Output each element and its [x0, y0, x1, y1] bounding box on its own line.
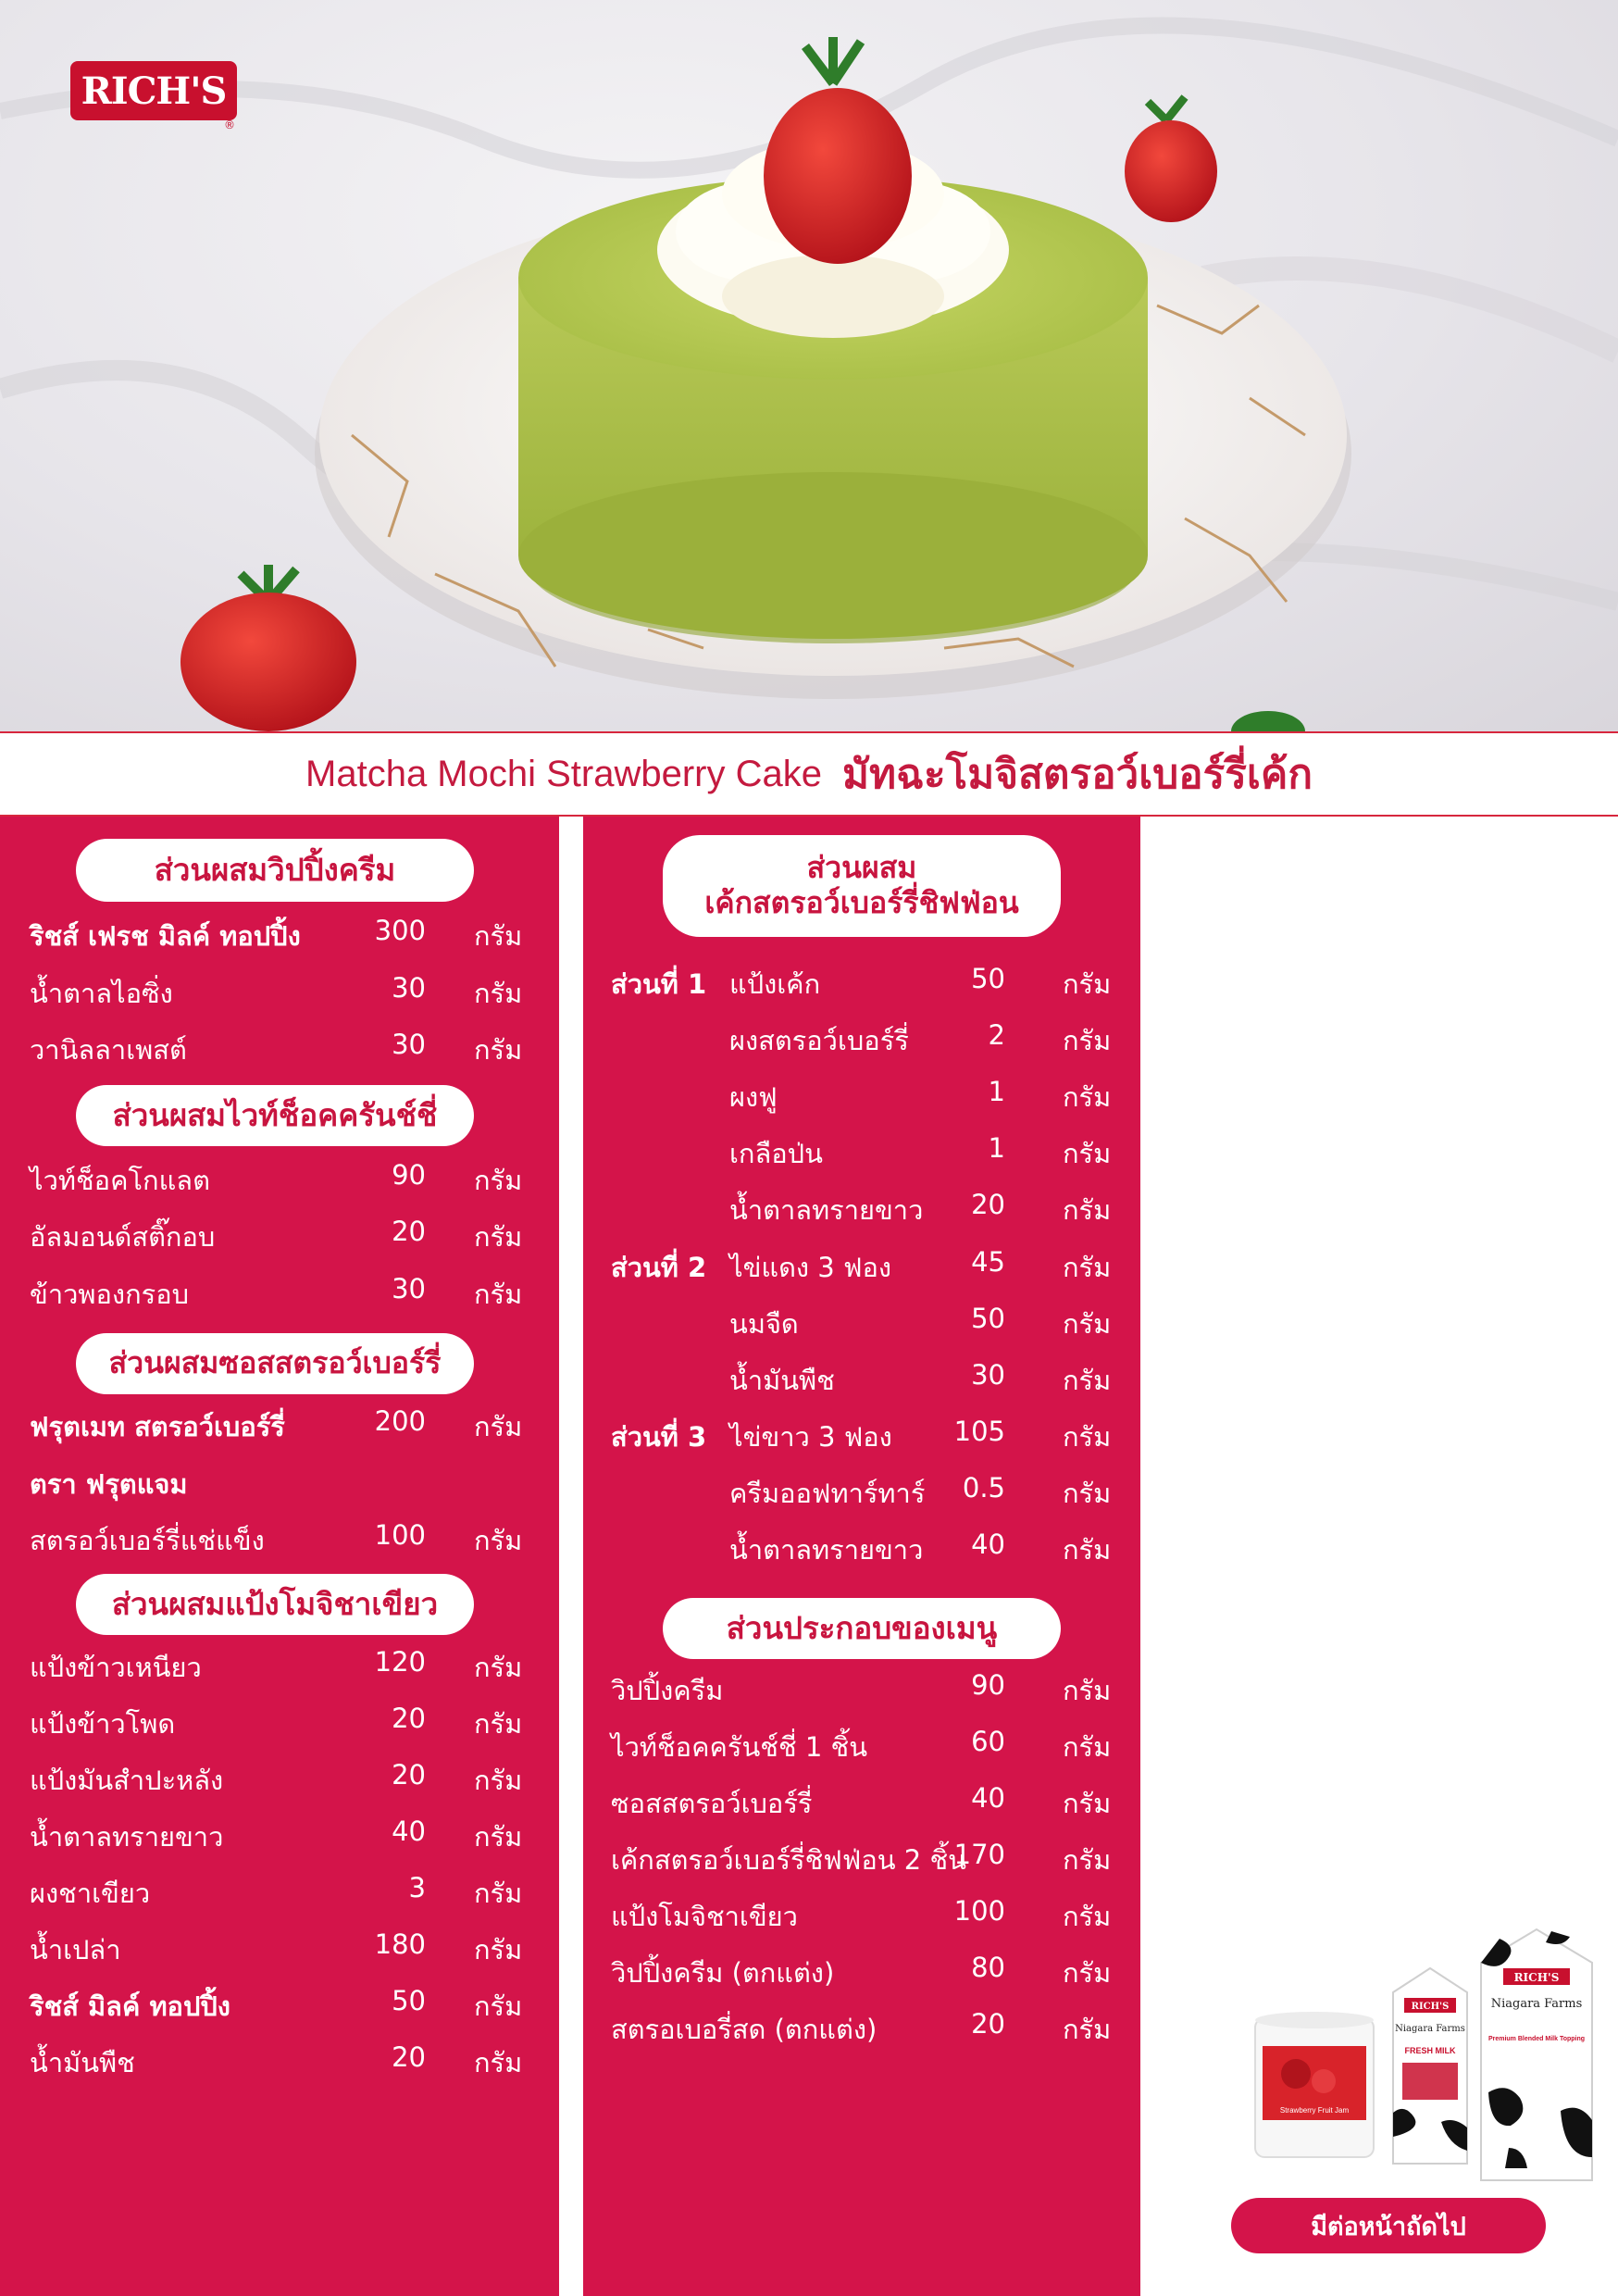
ingredient-qty: 40: [392, 1816, 426, 1847]
ingredient-row: [30, 1816, 529, 1856]
ingredient-row: [611, 1726, 1129, 1766]
ingredient-row: [30, 2041, 529, 2082]
section-heading-line: เค้กสตรอว์เบอร์รี่ชิฟฟ่อน: [704, 885, 1019, 920]
section-heading-menu-components: ส่วนประกอบของเมนู: [663, 1598, 1061, 1659]
ingredient-name: น้ำตาลทรายขาว: [729, 1534, 924, 1566]
ingredient-row: [611, 1132, 1129, 1173]
ingredient-qty: 3: [408, 1872, 426, 1903]
ingredient-qty: 2: [988, 1019, 1005, 1051]
ingredient-row: [611, 1895, 1129, 1936]
ingredient-part: ส่วนที่ 2: [611, 1252, 707, 1283]
ingredient-qty: 20: [392, 2041, 426, 2073]
ingredient-qty: 30: [392, 1029, 426, 1060]
ingredient-row: [611, 1416, 1129, 1456]
ingredient-name: วานิลลาเพสต์: [30, 1034, 187, 1066]
ingredient-unit: กรัม: [474, 1034, 523, 1066]
ingredient-name: ครีมออฟทาร์ทาร์: [729, 1478, 926, 1509]
ingredient-row: [611, 1303, 1129, 1343]
ingredient-qty: 30: [971, 1359, 1005, 1391]
brand-logo: [70, 61, 237, 131]
ingredient-name: แป้งโมจิชาเขียว: [611, 1901, 798, 1932]
ingredient-qty: 30: [392, 1273, 426, 1304]
ingredient-unit: กรัม: [1063, 968, 1112, 1000]
ingredient-qty: 60: [971, 1726, 1005, 1757]
ingredient-name: น้ำตาลไอซิ่ง: [30, 978, 173, 1009]
ingredient-row: [30, 1405, 529, 1446]
ingredient-unit: กรัม: [474, 1934, 523, 1965]
ingredient-name: ตรา ฟรุตแจม: [30, 1468, 188, 1500]
ingredient-qty: 300: [374, 915, 426, 946]
ingredient-qty: 80: [971, 1952, 1005, 1983]
ingredient-unit: กรัม: [474, 1878, 523, 1909]
product-images: [1240, 1898, 1601, 2185]
ingredient-unit: กรัม: [474, 1411, 523, 1442]
ingredient-name: วิปปิ้งครีม: [611, 1675, 724, 1706]
ingredient-unit: กรัม: [1063, 1308, 1112, 1340]
ingredient-row: [611, 1246, 1129, 1287]
ingredient-part: ส่วนที่ 1: [611, 968, 707, 1000]
section-heading-strawberry-chiffon: [663, 835, 1061, 937]
ingredient-row: [30, 1646, 529, 1687]
brand-logo-text: RICH'S: [81, 69, 227, 113]
ingredient-qty: 90: [392, 1159, 426, 1191]
ingredient-row: [611, 1782, 1129, 1823]
carton-name: Niagara Farms: [1490, 1997, 1583, 2011]
ingredient-unit: กรัม: [1063, 1957, 1112, 1989]
ingredient-name: นมจืด: [729, 1308, 799, 1340]
ingredient-name: น้ำมันพืช: [729, 1365, 835, 1396]
ingredient-name: แป้งข้าวโพด: [30, 1708, 176, 1740]
ingredient-qty: 20: [392, 1703, 426, 1734]
ingredient-name: แป้งเค้ก: [729, 968, 821, 1000]
ingredient-part: ส่วนที่ 3: [611, 1421, 707, 1453]
ingredient-unit: กรัม: [474, 1990, 523, 2022]
carton-sub: Premium Blended Milk Topping: [1487, 2036, 1586, 2042]
ingredient-name: ไวท์ช็อคโกแลต: [30, 1165, 210, 1196]
ingredient-name: สตรอว์เบอร์รี่แช่แข็ง: [30, 1525, 265, 1556]
ingredient-qty: 50: [971, 1303, 1005, 1334]
ingredient-name: เค้กสตรอว์เบอร์รี่ชิฟฟ่อน 2 ชิ้น: [611, 1844, 966, 1876]
ingredient-row: [611, 1952, 1129, 1992]
ingredient-qty: 40: [971, 1782, 1005, 1814]
ingredient-name: น้ำตาลทรายขาว: [30, 1821, 224, 1853]
recipe-title-english: Matcha Mochi Strawberry Cake: [305, 753, 822, 794]
ingredient-qty: 50: [392, 1985, 426, 2016]
ingredient-qty: 1: [988, 1076, 1005, 1107]
fruit-jam-tub: [1250, 2009, 1379, 2166]
ingredient-unit: กรัม: [474, 1221, 523, 1253]
ingredient-qty: 20: [971, 2008, 1005, 2040]
cake-photo: [0, 0, 1618, 731]
ingredient-name: น้ำตาลทรายขาว: [729, 1194, 924, 1226]
ingredient-qty: 120: [374, 1646, 426, 1678]
ingredient-unit: กรัม: [1063, 1534, 1112, 1566]
section-heading-strawberry-sauce: ส่วนผสมซอสสตรอว์เบอร์รี่: [76, 1333, 474, 1394]
ingredient-row: [611, 1472, 1129, 1513]
ingredient-qty: 30: [392, 972, 426, 1004]
ingredient-unit: กรัม: [474, 1765, 523, 1796]
ingredient-name: ข้าวพองกรอบ: [30, 1279, 190, 1310]
ingredient-name: ไวท์ช็อคครันช์ชี่ 1 ชิ้น: [611, 1731, 868, 1763]
ingredient-qty: 20: [392, 1216, 426, 1247]
continued-next-page: มีต่อหน้าถัดไป: [1231, 2198, 1546, 2253]
ingredient-unit: กรัม: [1063, 1365, 1112, 1396]
ingredient-row: [30, 1273, 529, 1314]
ingredient-unit: กรัม: [474, 920, 523, 952]
ingredient-unit: กรัม: [474, 2047, 523, 2078]
ingredient-unit: กรัม: [1063, 1901, 1112, 1932]
ingredient-row: [611, 1669, 1129, 1710]
ingredient-name: ซอสสตรอว์เบอร์รี่: [611, 1788, 813, 1819]
ingredient-row: [611, 963, 1129, 1004]
ingredient-unit: กรัม: [474, 1165, 523, 1196]
ingredient-row: [30, 915, 529, 955]
ingredient-row: [611, 1189, 1129, 1229]
niagara-milk-topping-carton: [1472, 1926, 1601, 2185]
strawberry-icon: [764, 88, 912, 264]
ingredient-name: แป้งมันสำปะหลัง: [30, 1765, 224, 1796]
ingredient-qty: 0.5: [962, 1472, 1005, 1504]
ingredient-qty: 105: [953, 1416, 1005, 1447]
ingredient-name: สตรอเบอรี่สด (ตกแต่ง): [611, 2014, 877, 2045]
ingredient-name: ริชส์ เฟรช มิลค์ ทอปปิ้ง: [30, 920, 301, 952]
ingredient-name: ผงชาเขียว: [30, 1878, 151, 1909]
ingredient-qty: 170: [953, 1839, 1005, 1870]
carton-brand: RICH'S: [1411, 2002, 1450, 2012]
registered-mark: ®: [224, 119, 235, 131]
ingredient-qty: 45: [971, 1246, 1005, 1278]
hero-photo: [0, 0, 1618, 731]
ingredient-unit: กรัม: [1063, 1138, 1112, 1169]
ingredient-name: ริชส์ มิลค์ ทอปปิ้ง: [30, 1990, 230, 2022]
ingredient-qty: 50: [971, 963, 1005, 994]
ingredient-row: [30, 1029, 529, 1069]
ingredient-unit: กรัม: [1063, 1478, 1112, 1509]
carton-sub: FRESH MILK: [1404, 2046, 1456, 2055]
ingredient-name: เกลือป่น: [729, 1138, 823, 1169]
ingredient-unit: กรัม: [474, 1652, 523, 1683]
section-heading-whipping-cream: ส่วนผสมวิปปิ้งครีม: [76, 839, 474, 902]
ingredient-unit: กรัม: [1063, 1788, 1112, 1819]
ingredient-row: [30, 1703, 529, 1743]
ingredient-row: [30, 1928, 529, 1969]
section-heading-line: ส่วนผสม: [806, 850, 917, 886]
ingredient-row: [611, 1019, 1129, 1060]
ingredient-row: [30, 1759, 529, 1800]
ingredient-name: วิปปิ้งครีม (ตกแต่ง): [611, 1957, 835, 1989]
ingredient-name: ผงฟู: [729, 1081, 778, 1113]
ingredient-unit: กรัม: [474, 1279, 523, 1310]
carton-brand: RICH'S: [1513, 1971, 1560, 1984]
ingredient-row: [30, 1985, 529, 2026]
ingredient-qty: 200: [374, 1405, 426, 1437]
ingredient-qty: 180: [374, 1928, 426, 1960]
ingredient-unit: กรัม: [1063, 2014, 1112, 2045]
ingredient-unit: กรัม: [1063, 1731, 1112, 1763]
ingredient-name: ฟรุตเมท สตรอว์เบอร์รี่: [30, 1411, 285, 1442]
ingredient-name: ผงสตรอว์เบอร์รี่: [729, 1025, 909, 1056]
section-heading-white-choc-crunchy: ส่วนผสมไวท์ช็อคครันช์ชี่: [76, 1085, 474, 1146]
ingredient-row: [611, 2008, 1129, 2049]
ingredient-unit: กรัม: [1063, 1081, 1112, 1113]
ingredient-unit: กรัม: [1063, 1194, 1112, 1226]
ingredient-row: [611, 1839, 1129, 1879]
ingredient-unit: กรัม: [1063, 1421, 1112, 1453]
ingredient-name: ไข่แดง 3 ฟอง: [729, 1252, 892, 1283]
ingredient-unit: กรัม: [474, 1525, 523, 1556]
ingredient-row: [30, 1463, 529, 1504]
ingredient-unit: กรัม: [1063, 1675, 1112, 1706]
ingredient-row: [611, 1076, 1129, 1117]
ingredient-name: ไข่ขาว 3 ฟอง: [729, 1421, 892, 1453]
ingredient-qty: 100: [953, 1895, 1005, 1927]
ingredient-unit: กรัม: [1063, 1025, 1112, 1056]
ingredient-row: [30, 1216, 529, 1256]
ingredient-row: [30, 1519, 529, 1560]
ingredient-unit: กรัม: [474, 1708, 523, 1740]
ingredient-name: น้ำมันพืช: [30, 2047, 135, 2078]
carton-name: Niagara Farms: [1395, 2024, 1465, 2034]
ingredient-unit: กรัม: [1063, 1252, 1112, 1283]
ingredient-row: [30, 1159, 529, 1200]
ingredient-qty: 20: [392, 1759, 426, 1791]
section-heading-matcha-mochi: ส่วนผสมแป้งโมจิชาเขียว: [76, 1574, 474, 1635]
ingredient-qty: 1: [988, 1132, 1005, 1164]
ingredient-row: [611, 1359, 1129, 1400]
ingredient-qty: 20: [971, 1189, 1005, 1220]
ingredient-name: น้ำเปล่า: [30, 1934, 121, 1965]
ingredient-unit: กรัม: [1063, 1844, 1112, 1876]
ingredient-name: แป้งข้าวเหนียว: [30, 1652, 202, 1683]
niagara-fresh-milk-carton: [1384, 1965, 1476, 2168]
ingredient-row: [611, 1529, 1129, 1569]
ingredient-unit: กรัม: [474, 1821, 523, 1853]
ingredient-row: [30, 1872, 529, 1913]
ingredient-qty: 100: [374, 1519, 426, 1551]
ingredient-qty: 90: [971, 1669, 1005, 1701]
ingredient-qty: 40: [971, 1529, 1005, 1560]
ingredient-row: [30, 972, 529, 1013]
recipe-title-bar: [0, 731, 1618, 817]
ingredient-name: อัลมอนด์สติ๊กอบ: [30, 1221, 216, 1253]
tub-label: Strawberry Fruit Jam: [1279, 2106, 1350, 2115]
recipe-title-thai: มัทฉะโมจิสตรอว์เบอร์รี่เค้ก: [841, 751, 1313, 798]
ingredient-unit: กรัม: [474, 978, 523, 1009]
